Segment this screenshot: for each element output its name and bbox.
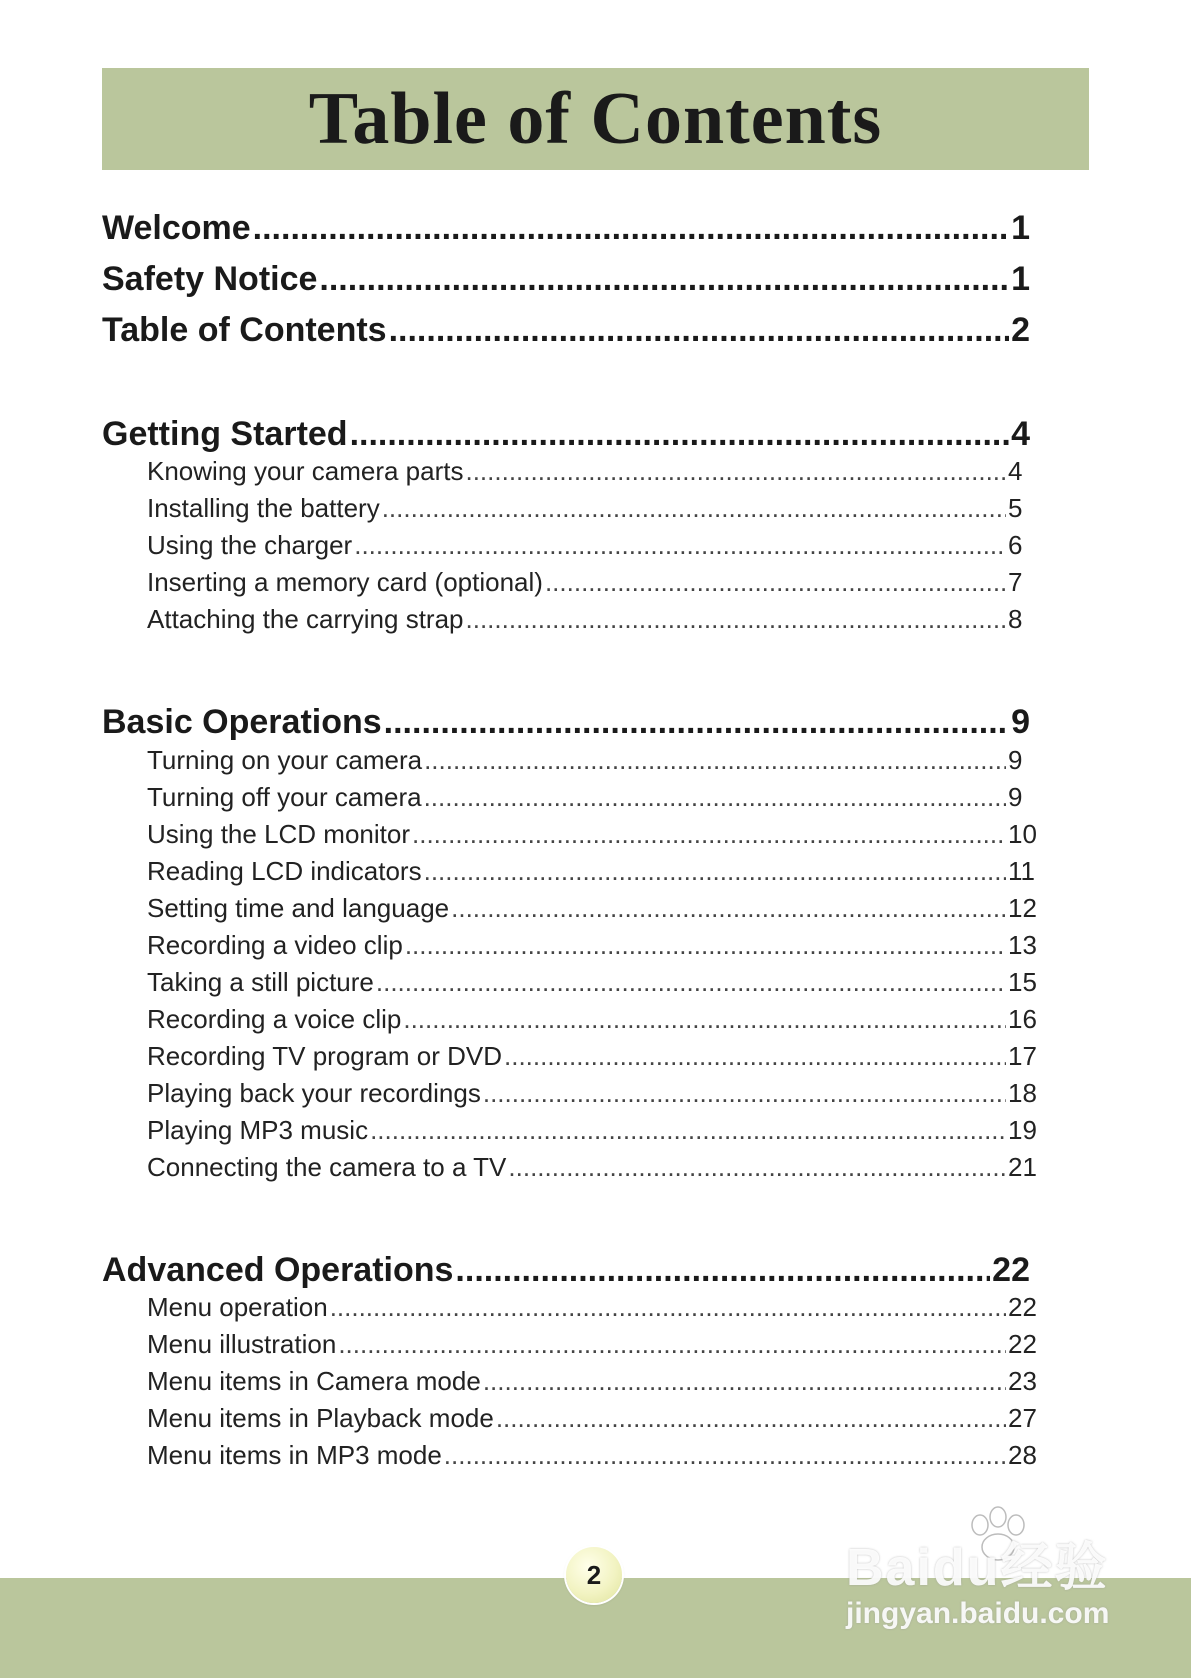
toc-item-label: Menu illustration (147, 1329, 337, 1359)
toc-entry-safety-notice[interactable] (102, 259, 1030, 299)
toc-section-label: Getting Started (102, 415, 348, 453)
dot-leader (496, 1402, 1006, 1434)
dot-leader (384, 702, 1009, 742)
toc-item-label: Inserting a memory card (optional) (147, 567, 543, 597)
dot-leader (403, 1003, 1006, 1035)
toc-item-label: Menu items in MP3 mode (147, 1440, 442, 1470)
toc-entry-page: 1 (1011, 260, 1030, 298)
dot-leader (545, 566, 1006, 598)
dot-leader (412, 818, 1006, 850)
toc-item-label: Attaching the carrying strap (147, 604, 464, 634)
toc-item[interactable] (147, 1040, 1038, 1072)
toc-item[interactable] (147, 603, 1038, 635)
toc-item-label: Reading LCD indicators (147, 856, 422, 886)
toc-item-page: 17 (1008, 1041, 1037, 1071)
toc-item[interactable] (147, 781, 1038, 813)
dot-leader (253, 208, 1009, 248)
toc-item-label: Menu operation (147, 1292, 328, 1322)
dot-leader (455, 1250, 990, 1290)
toc-entry-page: 2 (1011, 311, 1030, 349)
toc-item-page: 9 (1008, 782, 1023, 812)
toc-item-label: Knowing your camera parts (147, 456, 464, 486)
toc-item-page: 19 (1008, 1115, 1037, 1145)
toc-section-page: 4 (1011, 415, 1030, 453)
toc-item-page: 13 (1008, 930, 1037, 960)
dot-leader (330, 1291, 1006, 1323)
toc-section-page: 22 (992, 1251, 1030, 1289)
toc-item-page: 8 (1008, 604, 1023, 634)
toc-item-label: Playing back your recordings (147, 1078, 481, 1108)
toc-section-getting-started[interactable] (102, 414, 1030, 454)
dot-leader (319, 259, 1009, 299)
toc-item-page: 27 (1008, 1403, 1037, 1433)
toc-item[interactable] (147, 1151, 1038, 1183)
toc-item-page: 12 (1008, 893, 1037, 923)
toc-item-label: Using the charger (147, 530, 353, 560)
watermark-url: jingyan.baidu.com (846, 1597, 1110, 1630)
toc-item-page: 4 (1008, 456, 1023, 486)
toc-item[interactable] (147, 892, 1038, 924)
toc-entry-label: Table of Contents (102, 311, 387, 349)
toc-section-label: Basic Operations (102, 703, 382, 741)
page-title: Table of Contents (308, 77, 883, 160)
dot-leader (376, 966, 1006, 998)
dot-leader (370, 1114, 1006, 1146)
toc-item-label: Menu items in Camera mode (147, 1366, 481, 1396)
toc-entry-label: Safety Notice (102, 260, 318, 298)
toc-item[interactable] (147, 966, 1038, 998)
toc-item-page: 15 (1008, 967, 1037, 997)
toc-item-page: 6 (1008, 530, 1023, 560)
toc-item[interactable] (147, 1077, 1038, 1109)
page-number-badge: 2 (566, 1547, 622, 1603)
toc-item[interactable] (147, 929, 1038, 961)
toc-item[interactable] (147, 1328, 1038, 1360)
toc-item-label: Recording a video clip (147, 930, 403, 960)
toc-entry-label: Welcome (102, 209, 251, 247)
toc-item-label: Turning on your camera (147, 745, 423, 775)
toc-item-label: Recording TV program or DVD (147, 1041, 502, 1071)
toc-item-page: 11 (1008, 856, 1035, 886)
toc-section-basic-operations[interactable] (102, 702, 1030, 742)
toc-item-page: 10 (1008, 819, 1037, 849)
toc-item[interactable] (147, 1114, 1038, 1146)
dot-leader (350, 414, 1010, 454)
dot-leader (338, 1328, 1006, 1360)
toc-entry-table-of-contents[interactable] (102, 310, 1030, 350)
dot-leader (483, 1077, 1006, 1109)
toc-item-page: 9 (1008, 745, 1023, 775)
watermark-brand: Baidu经验 (846, 1539, 1109, 1597)
toc-section-label: Advanced Operations (102, 1251, 454, 1289)
dot-leader (354, 529, 1006, 561)
toc-entry-welcome[interactable] (102, 208, 1030, 248)
toc-item-label: Recording a voice clip (147, 1004, 402, 1034)
toc-item-page: 16 (1008, 1004, 1037, 1034)
toc-item-label: Playing MP3 music (147, 1115, 369, 1145)
dot-leader (483, 1365, 1006, 1397)
toc-section-advanced-operations[interactable] (102, 1250, 1030, 1290)
dot-leader (424, 744, 1006, 776)
toc-item[interactable] (147, 1291, 1038, 1323)
dot-leader (465, 455, 1006, 487)
toc-item-page: 28 (1008, 1440, 1037, 1470)
toc-item-page: 7 (1008, 567, 1023, 597)
toc-item[interactable] (147, 492, 1038, 524)
baidu-watermark (846, 1505, 1146, 1635)
toc-item[interactable] (147, 1003, 1038, 1035)
toc-item-page: 23 (1008, 1366, 1037, 1396)
dot-leader (466, 603, 1007, 635)
dot-leader (504, 1040, 1006, 1072)
toc-item-label: Connecting the camera to a TV (147, 1152, 507, 1182)
toc-item[interactable] (147, 455, 1038, 487)
dot-leader (424, 781, 1006, 813)
toc-item[interactable] (147, 1402, 1038, 1434)
toc-item-label: Setting time and language (147, 893, 450, 923)
toc-item-page: 22 (1008, 1292, 1037, 1322)
toc-item[interactable] (147, 744, 1038, 776)
toc-item[interactable] (147, 1365, 1038, 1397)
toc-item-page: 18 (1008, 1078, 1037, 1108)
toc-item[interactable] (147, 566, 1038, 598)
toc-item-label: Using the LCD monitor (147, 819, 410, 849)
toc-entry-page: 1 (1011, 209, 1030, 247)
toc-item-label: Turning off your camera (147, 782, 422, 812)
toc-item-label: Installing the battery (147, 493, 380, 523)
toc-section-page: 9 (1011, 703, 1030, 741)
dot-leader (508, 1151, 1006, 1183)
toc-item[interactable] (147, 855, 1038, 887)
dot-leader (424, 855, 1006, 887)
dot-leader (451, 892, 1006, 924)
toc-item[interactable] (147, 1439, 1038, 1471)
dot-leader (382, 492, 1006, 524)
toc-item-label: Menu items in Playback mode (147, 1403, 494, 1433)
toc-item[interactable] (147, 529, 1038, 561)
dot-leader (389, 310, 1009, 350)
toc-item-page: 21 (1008, 1152, 1037, 1182)
dot-leader (405, 929, 1006, 961)
toc-item-label: Taking a still picture (147, 967, 374, 997)
dot-leader (444, 1439, 1006, 1471)
toc-item[interactable] (147, 818, 1038, 850)
toc-item-page: 5 (1008, 493, 1023, 523)
toc-item-page: 22 (1008, 1329, 1037, 1359)
